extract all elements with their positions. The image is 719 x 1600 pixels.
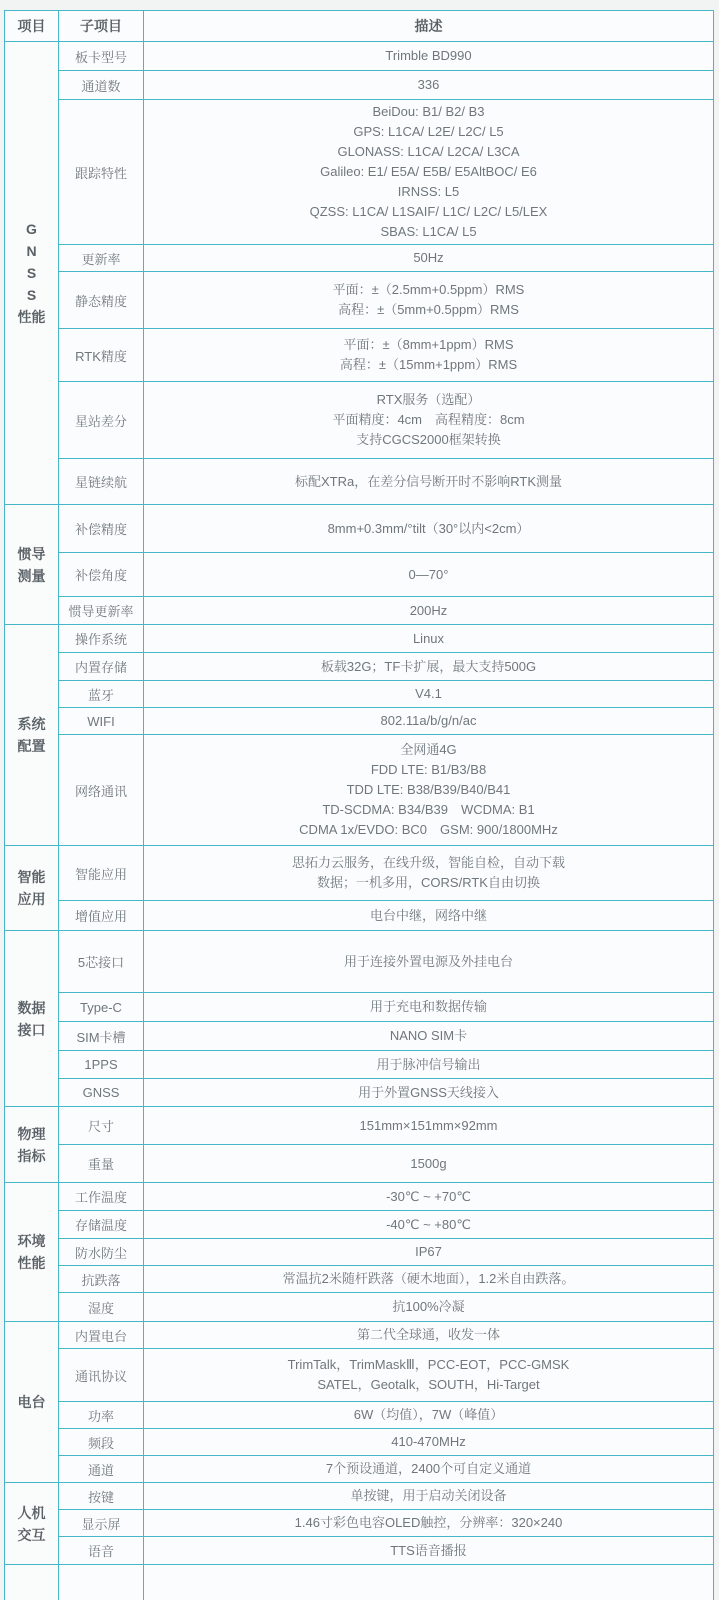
description-cell	[144, 1402, 714, 1429]
group-cell	[5, 931, 59, 1107]
description-line: TrimTalk，TrimMaskⅢ，PCC-EOT，PCC-GMSK	[287, 1357, 570, 1372]
spec-row	[5, 1211, 714, 1239]
description-line: 50Hz	[413, 250, 444, 265]
group-label-line: S	[26, 265, 37, 281]
spec-row	[5, 1183, 714, 1211]
header-col-item: 项目	[5, 11, 59, 42]
subitem-cell: GNSS	[59, 1079, 144, 1107]
spec-row	[5, 272, 714, 329]
spec-row	[5, 681, 714, 708]
description-cell	[144, 1456, 714, 1483]
description-cell	[144, 1565, 714, 1600]
spec-row	[5, 1022, 714, 1051]
spec-row	[5, 993, 714, 1022]
spec-row	[5, 1429, 714, 1456]
description-line: 数据；一机多用，CORS/RTK自由切换	[317, 875, 540, 890]
description-line: IRNSS: L5	[397, 184, 460, 199]
description-cell	[144, 42, 714, 71]
spec-row	[5, 1079, 714, 1107]
description-line: SBAS: L1CA/ L5	[380, 224, 477, 239]
description-cell	[144, 1211, 714, 1239]
description-line: 第二代全球通，收发一体	[356, 1327, 500, 1342]
description-line: 336	[417, 77, 440, 92]
subitem-cell: 通道	[59, 1456, 144, 1483]
subitem-cell: 补偿角度	[59, 553, 144, 597]
description-line: QZSS: L1CA/ L1SAIF/ L1C/ L2C/ L5/LEX	[309, 204, 548, 219]
description-cell	[144, 1239, 714, 1266]
description-line: RTX服务（选配）	[376, 392, 481, 407]
subitem-cell: 增值应用	[59, 901, 144, 931]
subitem-cell: 板卡型号	[59, 42, 144, 71]
subitem-cell: 星站差分	[59, 382, 144, 459]
description-cell	[144, 846, 714, 901]
description-line: 思拓力云服务，在线升级，智能自检，自动下载	[291, 855, 565, 870]
description-cell	[144, 245, 714, 272]
description-line: 电台中继，网络中继	[369, 907, 487, 923]
spec-row	[5, 1239, 714, 1266]
description-cell	[144, 1079, 714, 1107]
group-cell	[5, 1107, 59, 1183]
spec-row	[5, 846, 714, 901]
group-label-line: 物理	[17, 1125, 46, 1142]
spec-row	[5, 1051, 714, 1079]
subitem-cell: 湿度	[59, 1293, 144, 1322]
subitem-cell: SIM卡槽	[59, 1022, 144, 1051]
subitem-cell: 按键	[59, 1483, 144, 1510]
description-cell	[144, 735, 714, 846]
spec-row	[5, 1510, 714, 1537]
description-cell	[144, 1183, 714, 1211]
description-cell	[144, 1145, 714, 1183]
group-label-line: 配置	[17, 738, 46, 754]
subitem-cell: WIFI	[59, 708, 144, 735]
description-line: 200Hz	[409, 602, 448, 618]
group-label-line: 人机	[17, 1504, 46, 1521]
description-line: -40℃ ~ +80℃	[386, 1216, 471, 1232]
group-label-line: 惯导	[17, 545, 46, 562]
group-cell	[5, 1565, 59, 1600]
group-label-line: 指标	[17, 1147, 46, 1164]
description-cell	[144, 1349, 714, 1402]
group-label-line: N	[26, 243, 37, 259]
description-line: 支持CGCS2000框架转换	[356, 432, 501, 447]
spec-row	[5, 931, 714, 993]
group-label-line: 电台	[17, 1394, 46, 1410]
description-line: 0—70°	[408, 566, 449, 582]
subitem-cell: 内置电台	[59, 1322, 144, 1349]
description-line: Trimble BD990	[385, 48, 472, 63]
description-line: CDMA 1x/EVDO: BC0 GSM: 900/1800MHz	[299, 822, 558, 837]
description-cell	[144, 459, 714, 505]
subitem-cell: 星链续航	[59, 459, 144, 505]
description-line: V4.1	[415, 686, 442, 701]
description-line: SATEL，Geotalk，SOUTH，Hi-Target	[317, 1377, 540, 1392]
description-cell	[144, 1022, 714, 1051]
subitem-cell: 存储温度	[59, 1211, 144, 1239]
subitem-cell: 尺寸	[59, 1107, 144, 1145]
spec-row	[5, 1293, 714, 1322]
description-cell	[144, 653, 714, 681]
description-cell	[144, 1537, 714, 1565]
description-line: NANO SIM卡	[389, 1028, 468, 1043]
description-cell	[144, 1483, 714, 1510]
group-label-line: 性能	[17, 309, 46, 325]
subitem-cell: 显示屏	[59, 1510, 144, 1537]
spec-row	[5, 553, 714, 597]
description-line: 8mm+0.3mm/°tilt（30°以内<2cm）	[327, 520, 530, 536]
subitem-cell: 更新率	[59, 245, 144, 272]
description-cell	[144, 272, 714, 329]
spec-row	[5, 1322, 714, 1349]
subitem-cell: 跟踪特性	[59, 100, 144, 245]
description-cell	[144, 505, 714, 553]
subitem-cell: RTK精度	[59, 329, 144, 382]
group-label-line: 测量	[17, 567, 46, 584]
subitem-cell: 惯导更新率	[59, 597, 144, 625]
description-line: 常温抗2米随杆跌落（硬木地面），1.2米自由跌落。	[282, 1271, 575, 1286]
description-cell	[144, 71, 714, 100]
description-cell	[144, 1266, 714, 1293]
spec-row	[5, 245, 714, 272]
subitem-cell: 通讯协议	[59, 1349, 144, 1402]
description-line: 高程：±（15mm+1ppm）RMS	[339, 357, 518, 372]
description-line: 410-470MHz	[391, 1434, 466, 1449]
description-cell	[144, 1510, 714, 1537]
subitem-cell: 重量	[59, 1145, 144, 1183]
description-cell	[144, 100, 714, 245]
spec-row	[5, 735, 714, 846]
description-cell	[144, 708, 714, 735]
subitem-cell: 操作系统	[59, 625, 144, 653]
group-cell	[5, 1483, 59, 1565]
description-line: 平面精度：4cm 高程精度：8cm	[332, 412, 525, 427]
description-cell	[144, 625, 714, 653]
description-cell	[144, 1429, 714, 1456]
description-line: 用于脉冲信号输出	[376, 1056, 481, 1072]
spec-row	[5, 71, 714, 100]
spec-row	[5, 1537, 714, 1565]
description-line: 平面：±（2.5mm+0.5ppm）RMS	[332, 282, 525, 297]
description-line: BeiDou: B1/ B2/ B3	[372, 104, 485, 119]
header-row	[5, 11, 714, 42]
description-cell	[144, 597, 714, 625]
spec-row	[5, 42, 714, 71]
description-line: 板载32G；TF卡扩展，最大支持500G	[320, 658, 537, 674]
description-cell	[144, 1322, 714, 1349]
subitem-cell: 5芯接口	[59, 931, 144, 993]
description-line: 抗100%冷凝	[392, 1299, 465, 1314]
description-line: IP67	[415, 1244, 442, 1259]
description-line: 平面：±（8mm+1ppm）RMS	[343, 337, 514, 352]
description-line: 用于充电和数据传输	[369, 999, 487, 1014]
spec-row	[5, 505, 714, 553]
spec-table	[4, 10, 714, 1600]
description-line: Galileo: E1/ E5A/ E5B/ E5AltBOC/ E6	[320, 164, 537, 179]
group-label-line: 应用	[17, 891, 46, 907]
spec-row	[5, 459, 714, 505]
description-line: TTS语音播报	[390, 1542, 467, 1558]
subitem-cell: 语音	[59, 1537, 144, 1565]
subitem-cell: 频段	[59, 1429, 144, 1456]
description-cell	[144, 329, 714, 382]
description-line: 1500g	[410, 1155, 447, 1171]
description-line: Linux	[412, 630, 445, 646]
subitem-cell: 静态精度	[59, 272, 144, 329]
description-cell	[144, 1051, 714, 1079]
spec-row	[5, 1483, 714, 1510]
group-label-line: 接口	[17, 1021, 46, 1038]
header-col-description: 描述	[144, 11, 714, 42]
subitem-cell: 网络通讯	[59, 735, 144, 846]
group-cell	[5, 846, 59, 931]
subitem-cell: 1PPS	[59, 1051, 144, 1079]
header-col-subitem: 子项目	[59, 11, 144, 42]
group-label-line: S	[26, 287, 37, 303]
description-line: 7个预设通道，2400个可自定义通道	[325, 1461, 532, 1476]
description-cell	[144, 1293, 714, 1322]
description-line: 用于外置GNSS天线接入	[358, 1084, 499, 1100]
spec-row	[5, 1456, 714, 1483]
spec-row	[5, 329, 714, 382]
description-line: TDD LTE: B38/B39/B40/B41	[346, 782, 511, 797]
subitem-cell: 补偿精度	[59, 505, 144, 553]
description-line: -30℃ ~ +70℃	[386, 1188, 471, 1204]
description-line: 6W（均值），7W（峰值）	[353, 1407, 504, 1422]
subitem-cell: 防水防尘	[59, 1239, 144, 1266]
group-cell	[5, 42, 59, 505]
group-label-line: G	[26, 221, 37, 237]
subitem-cell: 抗跌落	[59, 1266, 144, 1293]
spec-row	[5, 100, 714, 245]
group-label-line: 交互	[17, 1526, 46, 1543]
spec-row	[5, 653, 714, 681]
subitem-cell	[59, 1565, 144, 1600]
subitem-cell: 智能应用	[59, 846, 144, 901]
description-cell	[144, 382, 714, 459]
subitem-cell: 工作温度	[59, 1183, 144, 1211]
spec-row	[5, 1266, 714, 1293]
description-cell	[144, 681, 714, 708]
group-label-line: 性能	[17, 1255, 46, 1271]
group-label-line: 环境	[17, 1233, 46, 1249]
subitem-cell: 蓝牙	[59, 681, 144, 708]
description-line: 151mm×151mm×92mm	[359, 1117, 498, 1133]
description-line: FDD LTE: B1/B3/B8	[370, 762, 487, 777]
description-cell	[144, 901, 714, 931]
description-line: TD-SCDMA: B34/B39 WCDMA: B1	[322, 802, 535, 817]
spec-row	[5, 1107, 714, 1145]
spec-row	[5, 1565, 714, 1600]
group-label-line: 系统	[17, 716, 46, 732]
group-cell	[5, 505, 59, 625]
group-label-line: 数据	[17, 999, 46, 1016]
group-cell	[5, 625, 59, 846]
description-line: 单按键，用于启动关闭设备	[350, 1488, 507, 1503]
spec-row	[5, 382, 714, 459]
description-cell	[144, 993, 714, 1022]
description-line: 1.46寸彩色电容OLED触控，分辨率：320×240	[294, 1515, 563, 1530]
description-line: 全网通4G	[400, 742, 457, 757]
spec-row	[5, 1402, 714, 1429]
group-cell	[5, 1183, 59, 1322]
spec-row	[5, 1145, 714, 1183]
spec-row	[5, 901, 714, 931]
description-cell	[144, 1107, 714, 1145]
description-line: 802.11a/b/g/n/ac	[380, 713, 477, 728]
spec-row	[5, 1349, 714, 1402]
spec-row	[5, 708, 714, 735]
description-line: GLONASS: L1CA/ L2CA/ L3CA	[337, 144, 520, 159]
spec-row	[5, 597, 714, 625]
description-line: 用于连接外置电源及外挂电台	[343, 953, 513, 969]
subitem-cell: 通道数	[59, 71, 144, 100]
group-label-line: 智能	[17, 869, 46, 885]
description-cell	[144, 931, 714, 993]
description-line: 标配XTRa，在差分信号断开时不影响RTK测量	[295, 473, 562, 489]
subitem-cell: Type-C	[59, 993, 144, 1022]
subitem-cell: 内置存储	[59, 653, 144, 681]
spec-row	[5, 625, 714, 653]
subitem-cell: 功率	[59, 1402, 144, 1429]
description-line: 高程：±（5mm+0.5ppm）RMS	[338, 302, 519, 317]
description-line: GPS: L1CA/ L2E/ L2C/ L5	[353, 124, 504, 139]
description-cell	[144, 553, 714, 597]
group-cell	[5, 1322, 59, 1483]
